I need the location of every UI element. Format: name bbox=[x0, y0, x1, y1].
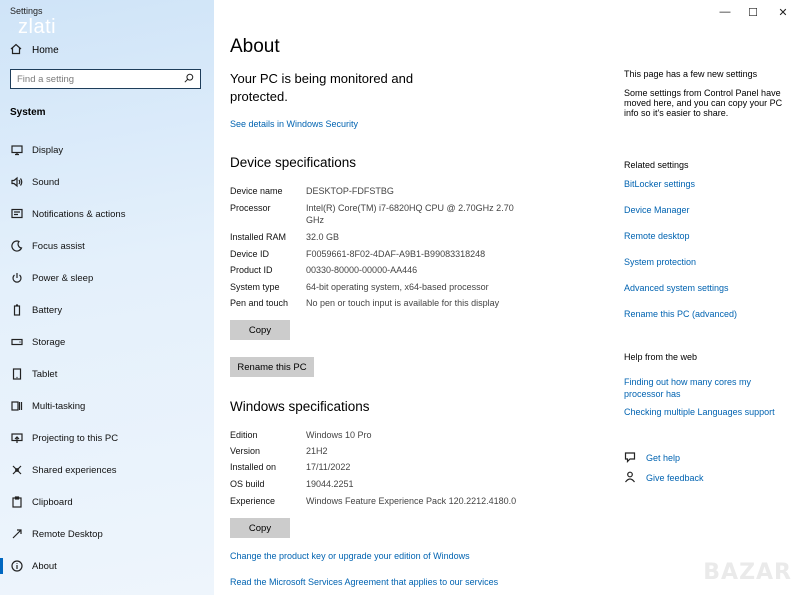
spec-row-pen-touch bbox=[230, 297, 530, 309]
sidebar-item-label: Remote Desktop bbox=[32, 528, 103, 540]
sidebar-item-notifications[interactable] bbox=[0, 202, 214, 226]
services-agreement-link[interactable]: Read the Microsoft Services Agreement that applies to our services bbox=[230, 577, 499, 587]
sidebar-item-battery[interactable] bbox=[0, 298, 214, 322]
spec-key: Device name bbox=[230, 186, 283, 196]
sidebar-item-label: Focus assist bbox=[32, 240, 85, 252]
display-icon bbox=[10, 143, 24, 157]
change-product-key-link[interactable]: Change the product key or upgrade your edition of Windows bbox=[230, 551, 470, 561]
sidebar-item-label: Storage bbox=[32, 336, 66, 348]
page-title: About bbox=[230, 36, 280, 57]
window-title: Settings bbox=[10, 6, 43, 16]
get-help-icon bbox=[624, 451, 638, 465]
navigation-pane bbox=[0, 0, 214, 595]
close-button[interactable]: ✕ bbox=[778, 6, 788, 19]
spec-key: Edition bbox=[230, 430, 258, 440]
system-protection-link[interactable]: System protection bbox=[624, 257, 697, 267]
spec-row-product-id bbox=[230, 264, 530, 276]
search-input[interactable]: Find a setting bbox=[17, 73, 75, 85]
home-icon bbox=[10, 43, 24, 58]
help-from-web-heading: Help from the web bbox=[624, 352, 698, 362]
spec-key: Installed RAM bbox=[230, 232, 287, 242]
bazar-watermark: BAZAR bbox=[703, 560, 792, 585]
spec-row-edition bbox=[230, 429, 530, 441]
overlay-watermark: zlati bbox=[18, 16, 57, 38]
copy-device-specs-button[interactable]: Copy bbox=[230, 320, 290, 340]
rename-pc-advanced-link[interactable]: Rename this PC (advanced) bbox=[624, 309, 738, 319]
spec-key: Product ID bbox=[230, 265, 273, 275]
rename-pc-button[interactable]: Rename this PC bbox=[230, 357, 314, 377]
new-settings-heading: This page has a few new settings bbox=[624, 69, 758, 79]
shared-experiences-icon bbox=[10, 463, 24, 477]
new-settings-note: Some settings from Control Panel have moved here, and you can copy your PC info so it's easier to share. bbox=[624, 88, 783, 118]
search-box[interactable] bbox=[10, 69, 201, 89]
spec-key: Version bbox=[230, 446, 261, 456]
spec-row-experience bbox=[230, 495, 530, 507]
sidebar-item-label: Display bbox=[32, 144, 64, 156]
spec-value: Windows Feature Experience Pack 120.2212.4180.0 bbox=[306, 496, 517, 506]
give-feedback-row[interactable] bbox=[624, 471, 704, 485]
sidebar-item-projecting[interactable] bbox=[0, 426, 214, 450]
notifications-icon bbox=[10, 207, 24, 221]
spec-value: F0059661-8F02-4DAF-A9B1-B99083318248 bbox=[306, 249, 486, 259]
sidebar-item-sound[interactable] bbox=[0, 170, 214, 194]
spec-value: 17/11/2022 bbox=[306, 462, 351, 472]
sidebar-item-display[interactable] bbox=[0, 138, 214, 162]
spec-key: OS build bbox=[230, 479, 265, 489]
sidebar-item-label: Power & sleep bbox=[32, 272, 94, 284]
storage-icon bbox=[10, 335, 24, 349]
feedback-icon bbox=[624, 471, 638, 485]
spec-row-installed-on bbox=[230, 461, 530, 473]
multitasking-icon bbox=[10, 399, 24, 413]
sidebar-item-remote-desktop[interactable] bbox=[0, 522, 214, 546]
minimize-button[interactable]: — bbox=[719, 6, 731, 18]
home-label: Home bbox=[32, 44, 59, 56]
copy-windows-specs-button[interactable]: Copy bbox=[230, 518, 290, 538]
section-label: System bbox=[10, 107, 46, 118]
device-manager-link[interactable]: Device Manager bbox=[624, 205, 690, 215]
spec-value: 00330-80000-00000-AA446 bbox=[306, 265, 418, 275]
related-settings-heading: Related settings bbox=[624, 160, 689, 170]
spec-value: No pen or touch input is available for this display bbox=[306, 298, 500, 308]
sidebar-item-storage[interactable] bbox=[0, 330, 214, 354]
sidebar-item-clipboard[interactable] bbox=[0, 490, 214, 514]
spec-value: 64-bit operating system, x64-based processor bbox=[306, 282, 489, 292]
about-icon bbox=[10, 559, 24, 573]
sidebar-item-about[interactable] bbox=[0, 554, 214, 578]
remote-desktop-icon bbox=[10, 527, 24, 541]
sidebar-item-label: Sound bbox=[32, 176, 60, 188]
tablet-icon bbox=[10, 367, 24, 381]
content-pane bbox=[214, 0, 800, 595]
spec-row-os-build bbox=[230, 478, 530, 490]
focus-assist-icon bbox=[10, 239, 24, 253]
maximize-button[interactable]: ☐ bbox=[748, 6, 758, 19]
sidebar-item-tablet[interactable] bbox=[0, 362, 214, 386]
spec-key: Experience bbox=[230, 496, 276, 506]
spec-key: Installed on bbox=[230, 462, 277, 472]
spec-value: Windows 10 Pro bbox=[306, 430, 372, 440]
cores-help-link[interactable]: Finding out how many cores my processor has bbox=[624, 377, 752, 399]
spec-row-processor bbox=[230, 202, 530, 226]
spec-key: Device ID bbox=[230, 249, 270, 259]
spec-row-device-id bbox=[230, 248, 530, 260]
sidebar-item-label: About bbox=[32, 560, 57, 572]
sidebar-item-label: Projecting to this PC bbox=[32, 432, 119, 444]
spec-value: 32.0 GB bbox=[306, 232, 340, 242]
spec-key: System type bbox=[230, 282, 280, 292]
spec-row-installed-ram bbox=[230, 231, 530, 243]
sidebar-item-power-sleep[interactable] bbox=[0, 266, 214, 290]
spec-row-version bbox=[230, 445, 530, 457]
search-icon[interactable] bbox=[184, 73, 194, 86]
spec-key: Processor bbox=[230, 203, 271, 213]
languages-help-link[interactable]: Checking multiple Languages support bbox=[624, 407, 775, 417]
get-help-link[interactable]: Get help bbox=[646, 453, 681, 463]
spec-value: DESKTOP-FDFSTBG bbox=[306, 186, 394, 196]
spec-value: Intel(R) Core(TM) i7-6820HQ CPU @ 2.70GHz 2.70 GHz bbox=[306, 203, 514, 225]
advanced-system-settings-link[interactable]: Advanced system settings bbox=[624, 283, 729, 293]
windows-security-link[interactable]: See details in Windows Security bbox=[230, 119, 359, 129]
spec-value: 21H2 bbox=[306, 446, 328, 456]
get-help-row[interactable] bbox=[624, 451, 680, 465]
battery-icon bbox=[10, 303, 24, 317]
power-icon bbox=[10, 271, 24, 285]
sidebar-item-focus-assist[interactable] bbox=[0, 234, 214, 258]
sidebar-item-label: Shared experiences bbox=[32, 464, 117, 476]
spec-key: Pen and touch bbox=[230, 298, 289, 308]
sidebar-item-label: Tablet bbox=[32, 368, 58, 380]
sidebar-item-label: Notifications & actions bbox=[32, 208, 126, 220]
spec-row-device-name bbox=[230, 185, 530, 197]
protection-status: Your PC is being monitored and protected. bbox=[230, 71, 414, 104]
clipboard-icon bbox=[10, 495, 24, 509]
windows-specs-heading: Windows specifications bbox=[230, 399, 370, 414]
sidebar-item-label: Clipboard bbox=[32, 496, 73, 508]
bitlocker-settings-link[interactable]: BitLocker settings bbox=[624, 179, 696, 189]
remote-desktop-link[interactable]: Remote desktop bbox=[624, 231, 690, 241]
spec-row-system-type bbox=[230, 281, 530, 293]
spec-value: 19044.2251 bbox=[306, 479, 354, 489]
sidebar-item-shared-experiences[interactable] bbox=[0, 458, 214, 482]
give-feedback-link[interactable]: Give feedback bbox=[646, 473, 704, 483]
projecting-icon bbox=[10, 431, 24, 445]
sidebar-item-label: Battery bbox=[32, 304, 63, 316]
device-specs-heading: Device specifications bbox=[230, 155, 357, 170]
sidebar-item-label: Multi-tasking bbox=[32, 400, 86, 412]
home-nav-item[interactable] bbox=[10, 42, 59, 58]
sound-icon bbox=[10, 175, 24, 189]
sidebar-item-multitasking[interactable] bbox=[0, 394, 214, 418]
